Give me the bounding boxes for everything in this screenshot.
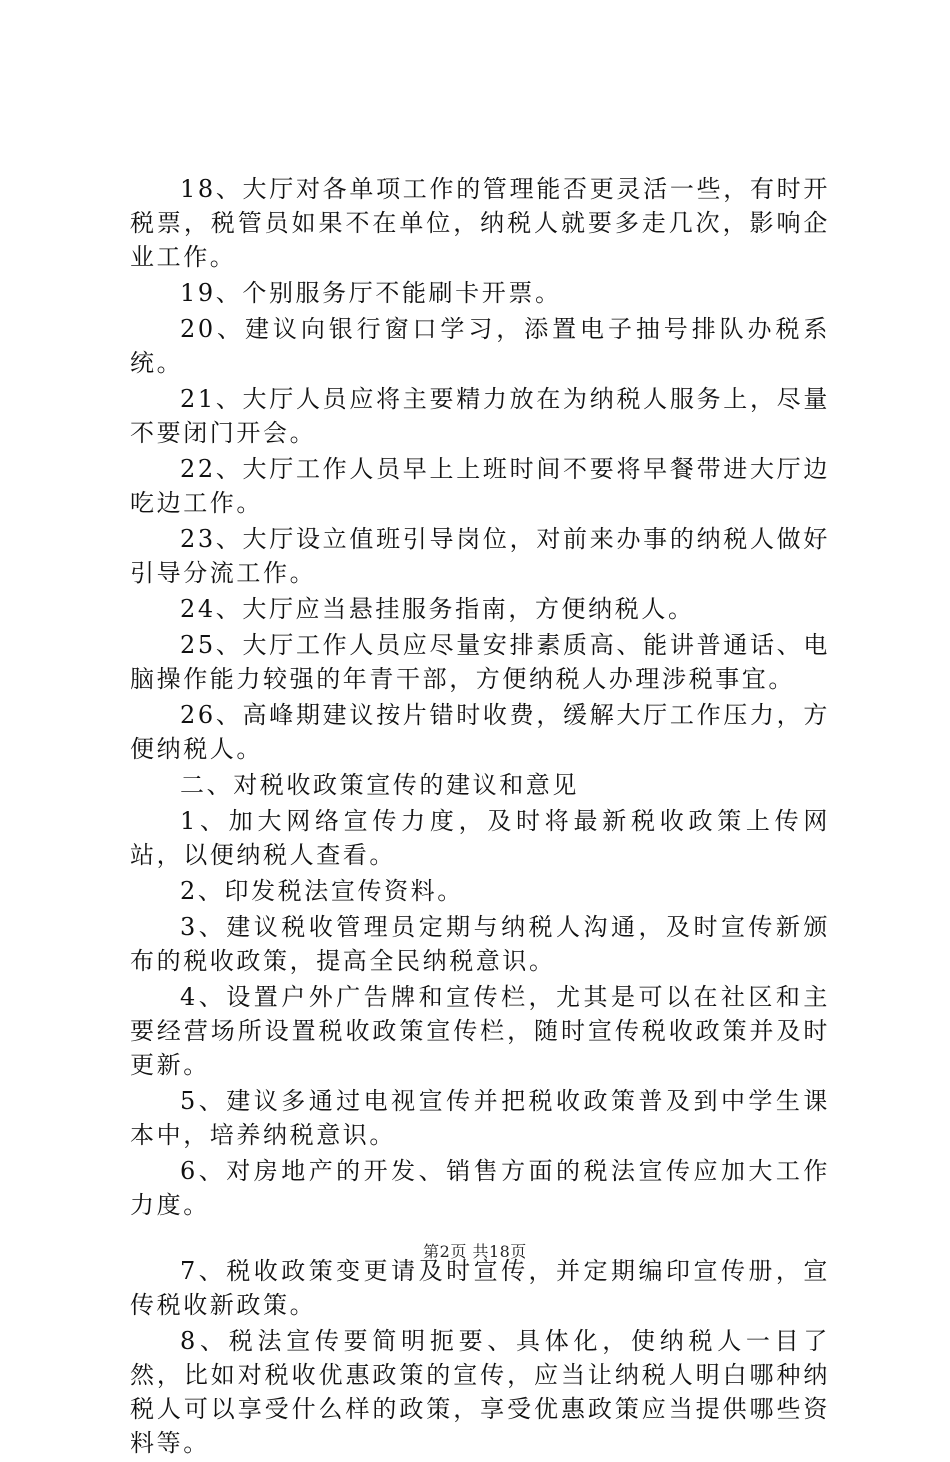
paragraph-3: 3、建议税收管理员定期与纳税人沟通，及时宣传新颁布的税收政策，提高全民纳税意识。 [130,913,830,975]
paragraph-2: 2、印发税法宣传资料。 [180,877,464,905]
paragraph-23: 23、大厅设立值班引导岗位，对前来办事的纳税人做好引导分流工作。 [130,525,830,587]
paragraph-22: 22、大厅工作人员早上上班时间不要将早餐带进大厅边吃边工作。 [130,455,830,517]
paragraph-18: 18、大厅对各单项工作的管理能否更灵活一些，有时开税票，税管员如果不在单位，纳税人就要多走几次，影响企业工作。 [130,175,830,271]
paragraph-25: 25、大厅工作人员应尽量安排素质高、能讲普通话、电脑操作能力较强的年青干部，方便纳税人办理涉税事宜。 [130,631,830,693]
page-number-footer: 第2页 共18页 [423,1242,527,1261]
paragraph-5: 5、建议多通过电视宣传并把税收政策普及到中学生课本中，培养纳税意识。 [130,1087,830,1149]
paragraph-24: 24、大厅应当悬挂服务指南，方便纳税人。 [180,595,695,623]
paragraph-20: 20、建议向银行窗口学习，添置电子抽号排队办税系统。 [130,315,830,377]
paragraph-6: 6、对房地产的开发、销售方面的税法宣传应加大工作力度。 [130,1157,830,1219]
paragraph-21: 21、大厅人员应将主要精力放在为纳税人服务上，尽量不要闭门开会。 [130,385,830,447]
paragraph-4: 4、设置户外广告牌和宣传栏，尤其是可以在社区和主要经营场所设置税收政策宣传栏，随时宣传税收政策并及时更新。 [130,983,830,1079]
document-body [130,172,830,1462]
section-heading: 二、对税收政策宣传的建议和意见 [180,771,579,799]
paragraph-1: 1、加大网络宣传力度，及时将最新税收政策上传网站，以便纳税人查看。 [130,807,830,869]
paragraph-26: 26、高峰期建议按片错时收费，缓解大厅工作压力，方便纳税人。 [130,701,830,763]
paragraph-7: 7、税收政策变更请及时宣传，并定期编印宣传册，宣传税收新政策。 [130,1257,830,1319]
paragraph-19: 19、个别服务厅不能刷卡开票。 [180,279,562,307]
paragraph-8: 8、税法宣传要简明扼要、具体化，使纳税人一目了然，比如对税收优惠政策的宣传，应当让纳税人明白哪种纳税人可以享受什么样的政策，享受优惠政策应当提供哪些资料等。 [130,1327,830,1457]
